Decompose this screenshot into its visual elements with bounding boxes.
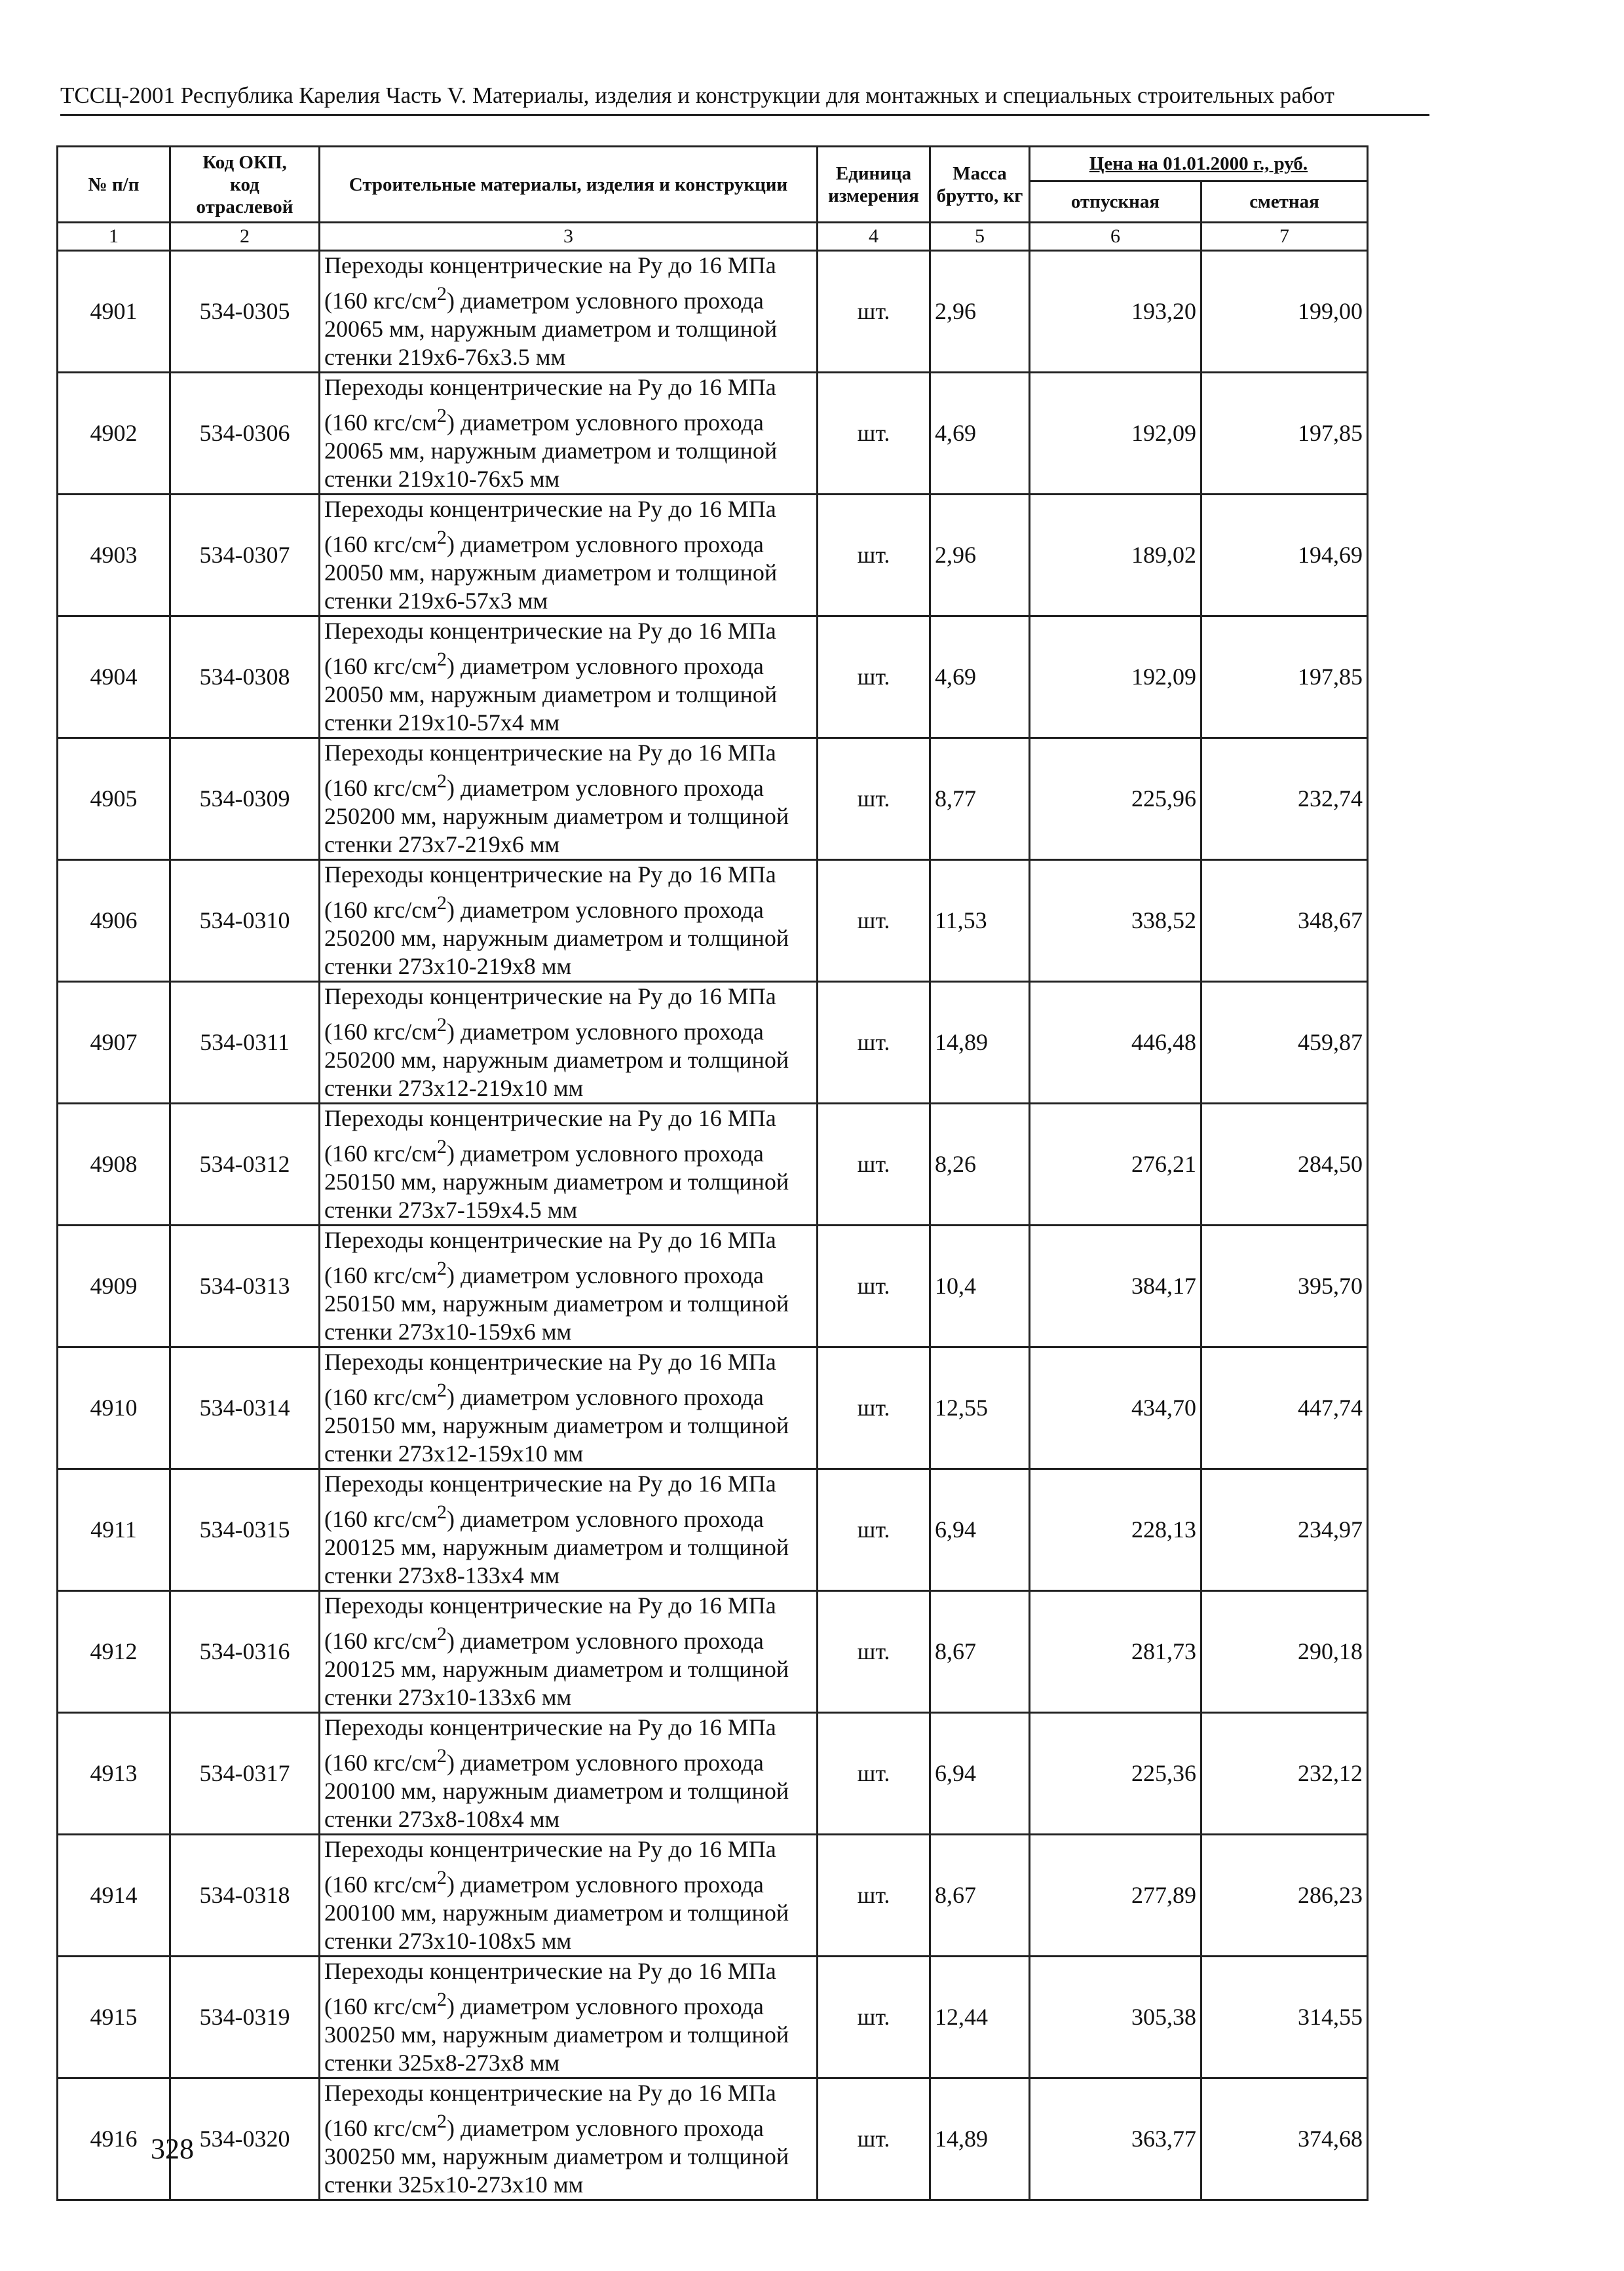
cell-price-smet: 197,85 [1201, 373, 1368, 495]
column-number: 3 [320, 223, 818, 251]
description-text: ) диаметром условного прохода 250150 мм, наружным диаметром и толщиной стенки 273х7-159х4.5 мм [324, 1140, 789, 1223]
table-row [58, 1835, 1368, 1957]
cell-price-otp: 363,77 [1030, 2078, 1201, 2200]
cell-num: 4912 [58, 1591, 170, 1713]
cell-num: 4911 [58, 1469, 170, 1591]
col-header-name: Строительные материалы, изделия и конструкции [320, 147, 818, 223]
cell-num: 4915 [58, 1957, 170, 2078]
cell-kod: 534-0313 [170, 1226, 320, 1347]
cell-price-smet: 199,00 [1201, 251, 1368, 373]
page-header [60, 79, 1429, 116]
table-row [58, 495, 1368, 616]
superscript: 2 [436, 1136, 447, 1157]
table-row [58, 738, 1368, 860]
cell-mass: 4,69 [930, 616, 1030, 738]
cell-price-otp: 276,21 [1030, 1104, 1201, 1226]
description-text: Переходы концентрические на Ру до 16 МПа (160 кгс/см [324, 2080, 776, 2141]
cell-num: 4910 [58, 1347, 170, 1469]
description-text: ) диаметром условного прохода 20065 мм, наружным диаметром и толщиной стенки 219х10-76х5 мм [324, 409, 778, 492]
cell-unit: шт. [818, 738, 930, 860]
cell-kod: 534-0319 [170, 1957, 320, 2078]
cell-num: 4913 [58, 1713, 170, 1835]
description-text: Переходы концентрические на Ру до 16 МПа (160 кгс/см [324, 1105, 776, 1167]
cell-price-otp: 192,09 [1030, 616, 1201, 738]
description-text: Переходы концентрические на Ру до 16 МПа (160 кгс/см [324, 496, 776, 557]
cell-mass: 4,69 [930, 373, 1030, 495]
superscript: 2 [436, 405, 447, 426]
cell-unit: шт. [818, 2078, 930, 2200]
cell-unit: шт. [818, 1469, 930, 1591]
cell-unit: шт. [818, 495, 930, 616]
description-text: ) диаметром условного прохода 20050 мм, наружным диаметром и толщиной стенки 219х6-57х3 мм [324, 531, 778, 614]
description-text: ) диаметром условного прохода 200100 мм, наружным диаметром и толщиной стенки 273х10-108х5 мм [324, 1871, 789, 1954]
superscript: 2 [436, 1258, 447, 1279]
cell-description [320, 1226, 818, 1347]
cell-price-smet: 194,69 [1201, 495, 1368, 616]
cell-mass: 11,53 [930, 860, 1030, 982]
description-text: Переходы концентрические на Ру до 16 МПа (160 кгс/см [324, 1592, 776, 1654]
column-number: 1 [58, 223, 170, 251]
cell-num: 4903 [58, 495, 170, 616]
cell-price-smet: 447,74 [1201, 1347, 1368, 1469]
cell-kod: 534-0306 [170, 373, 320, 495]
cell-mass: 12,44 [930, 1957, 1030, 2078]
cell-description [320, 616, 818, 738]
table-row [58, 1347, 1368, 1469]
cell-kod: 534-0312 [170, 1104, 320, 1226]
cell-price-otp: 225,36 [1030, 1713, 1201, 1835]
cell-price-smet: 197,85 [1201, 616, 1368, 738]
cell-kod: 534-0318 [170, 1835, 320, 1957]
cell-price-smet: 348,67 [1201, 860, 1368, 982]
cell-unit: шт. [818, 1226, 930, 1347]
description-text: Переходы концентрические на Ру до 16 МПа (160 кгс/см [324, 1227, 776, 1288]
cell-num: 4902 [58, 373, 170, 495]
col-header-unit [818, 147, 930, 223]
cell-description [320, 1835, 818, 1957]
superscript: 2 [436, 1379, 447, 1401]
cell-description [320, 1104, 818, 1226]
cell-price-smet: 286,23 [1201, 1835, 1368, 1957]
cell-description [320, 1713, 818, 1835]
superscript: 2 [436, 1867, 447, 1888]
cell-kod: 534-0308 [170, 616, 320, 738]
superscript: 2 [436, 648, 447, 670]
cell-mass: 14,89 [930, 2078, 1030, 2200]
table-row [58, 2078, 1368, 2200]
cell-price-otp: 193,20 [1030, 251, 1201, 373]
superscript: 2 [436, 1623, 447, 1645]
cell-num: 4901 [58, 251, 170, 373]
description-text: ) диаметром условного прохода 200125 мм, наружным диаметром и толщиной стенки 273х8-133х4 мм [324, 1506, 789, 1588]
cell-price-otp: 228,13 [1030, 1469, 1201, 1591]
cell-unit: шт. [818, 616, 930, 738]
description-text: ) диаметром условного прохода 20065 мм, наружным диаметром и толщиной стенки 219х6-76х3.5 мм [324, 288, 778, 370]
unit-header-line: Единица [835, 162, 912, 184]
mass-header-line: Масса [953, 162, 1007, 184]
cell-kod: 534-0309 [170, 738, 320, 860]
col-header-price-otp: отпускная [1030, 181, 1201, 223]
cell-description [320, 1591, 818, 1713]
column-number: 4 [818, 223, 930, 251]
description-text: Переходы концентрические на Ру до 16 МПа (160 кгс/см [324, 618, 776, 679]
kod-header-line: отраслевой [196, 196, 293, 217]
superscript: 2 [436, 1014, 447, 1036]
cell-unit: шт. [818, 1104, 930, 1226]
superscript: 2 [436, 770, 447, 792]
description-text: ) диаметром условного прохода 250200 мм, наружным диаметром и толщиной стенки 273х12-219х10 мм [324, 1019, 789, 1101]
cell-description [320, 1469, 818, 1591]
cell-unit: шт. [818, 1713, 930, 1835]
cell-num: 4907 [58, 982, 170, 1104]
cell-price-smet: 314,55 [1201, 1957, 1368, 2078]
col-header-num: № п/п [58, 147, 170, 223]
cell-kod: 534-0307 [170, 495, 320, 616]
description-text: Переходы концентрические на Ру до 16 МПа (160 кгс/см [324, 983, 776, 1045]
cell-price-otp: 281,73 [1030, 1591, 1201, 1713]
description-text: ) диаметром условного прохода 200125 мм, наружным диаметром и толщиной стенки 273х10-133х6 мм [324, 1628, 789, 1710]
superscript: 2 [436, 892, 447, 914]
column-number: 5 [930, 223, 1030, 251]
cell-mass: 12,55 [930, 1347, 1030, 1469]
cell-price-smet: 374,68 [1201, 2078, 1368, 2200]
cell-unit: шт. [818, 1957, 930, 2078]
cell-description [320, 1347, 818, 1469]
cell-description [320, 2078, 818, 2200]
page-number: 328 [151, 2133, 194, 2165]
kod-header-line: код [230, 174, 259, 195]
header-title: ТССЦ-2001 Республика Карелия Часть V. Материалы, изделия и конструкции для монтажных и специальных строительных работ [60, 83, 1334, 108]
col-header-mass [930, 147, 1030, 223]
cell-unit: шт. [818, 1835, 930, 1957]
table-header-row [58, 147, 1368, 181]
description-text: ) диаметром условного прохода 20050 мм, наружным диаметром и толщиной стенки 219х10-57х4 мм [324, 653, 778, 736]
cell-num: 4916 [58, 2078, 170, 2200]
cell-kod: 534-0315 [170, 1469, 320, 1591]
cell-unit: шт. [818, 982, 930, 1104]
description-text: ) диаметром условного прохода 250200 мм, наружным диаметром и толщиной стенки 273х10-219х8 мм [324, 897, 789, 979]
description-text: ) диаметром условного прохода 250150 мм, наружным диаметром и толщиной стенки 273х12-159х10 мм [324, 1384, 789, 1467]
cell-kod: 534-0310 [170, 860, 320, 982]
col-header-price-smet: сметная [1201, 181, 1368, 223]
cell-price-otp: 225,96 [1030, 738, 1201, 860]
table-row [58, 860, 1368, 982]
description-text: ) диаметром условного прохода 250150 мм, наружным диаметром и толщиной стенки 273х10-159х6 мм [324, 1262, 789, 1345]
cell-num: 4906 [58, 860, 170, 982]
cell-mass: 6,94 [930, 1713, 1030, 1835]
cell-mass: 8,26 [930, 1104, 1030, 1226]
cell-price-otp: 338,52 [1030, 860, 1201, 982]
cell-price-otp: 189,02 [1030, 495, 1201, 616]
table-row [58, 1226, 1368, 1347]
col-header-price-group: Цена на 01.01.2000 г., руб. [1030, 147, 1368, 181]
cell-kod: 534-0311 [170, 982, 320, 1104]
cell-unit: шт. [818, 251, 930, 373]
description-text: Переходы концентрические на Ру до 16 МПа (160 кгс/см [324, 1471, 776, 1532]
description-text: Переходы концентрические на Ру до 16 МПа (160 кгс/см [324, 1958, 776, 2019]
description-text: Переходы концентрические на Ру до 16 МПа (160 кгс/см [324, 1714, 776, 1776]
cell-mass: 8,77 [930, 738, 1030, 860]
cell-price-otp: 384,17 [1030, 1226, 1201, 1347]
cell-price-smet: 459,87 [1201, 982, 1368, 1104]
table-row [58, 982, 1368, 1104]
table-row [58, 1957, 1368, 2078]
cell-description [320, 495, 818, 616]
table-row [58, 1104, 1368, 1226]
table-row [58, 616, 1368, 738]
table-row [58, 373, 1368, 495]
kod-header-line: Код ОКП, [202, 151, 287, 173]
superscript: 2 [436, 283, 447, 305]
unit-header-line: измерения [828, 185, 919, 206]
cell-description [320, 860, 818, 982]
table-row [58, 1713, 1368, 1835]
cell-mass: 2,96 [930, 251, 1030, 373]
cell-price-smet: 234,97 [1201, 1469, 1368, 1591]
superscript: 2 [436, 527, 447, 548]
cell-unit: шт. [818, 1591, 930, 1713]
cell-unit: шт. [818, 373, 930, 495]
cell-price-otp: 192,09 [1030, 373, 1201, 495]
cell-num: 4905 [58, 738, 170, 860]
cell-kod: 534-0317 [170, 1713, 320, 1835]
column-number: 7 [1201, 223, 1368, 251]
cell-price-smet: 232,12 [1201, 1713, 1368, 1835]
cell-description [320, 251, 818, 373]
cell-price-smet: 395,70 [1201, 1226, 1368, 1347]
cell-mass: 14,89 [930, 982, 1030, 1104]
cell-mass: 2,96 [930, 495, 1030, 616]
cell-num: 4904 [58, 616, 170, 738]
materials-table [56, 145, 1369, 2201]
cell-unit: шт. [818, 1347, 930, 1469]
superscript: 2 [436, 2111, 447, 2132]
cell-description [320, 738, 818, 860]
description-text: Переходы концентрические на Ру до 16 МПа (160 кгс/см [324, 740, 776, 801]
cell-kod: 534-0305 [170, 251, 320, 373]
description-text: ) диаметром условного прохода 300250 мм, наружным диаметром и толщиной стенки 325х10-273х10 мм [324, 2115, 789, 2198]
cell-mass: 6,94 [930, 1469, 1030, 1591]
cell-price-otp: 434,70 [1030, 1347, 1201, 1469]
cell-mass: 10,4 [930, 1226, 1030, 1347]
description-text: Переходы концентрические на Ру до 16 МПа (160 кгс/см [324, 861, 776, 923]
description-text: ) диаметром условного прохода 200100 мм, наружным диаметром и толщиной стенки 273х8-108х4 мм [324, 1750, 789, 1832]
cell-kod: 534-0320 [170, 2078, 320, 2200]
mass-header-line: брутто, кг [936, 185, 1023, 206]
table-row [58, 251, 1368, 373]
table-row [58, 1469, 1368, 1591]
cell-price-otp: 277,89 [1030, 1835, 1201, 1957]
cell-kod: 534-0314 [170, 1347, 320, 1469]
description-text: ) диаметром условного прохода 300250 мм, наружным диаметром и толщиной стенки 325х8-273х8 мм [324, 1993, 789, 2076]
description-text: Переходы концентрические на Ру до 16 МПа (160 кгс/см [324, 374, 776, 436]
superscript: 2 [436, 1745, 447, 1767]
cell-price-smet: 232,74 [1201, 738, 1368, 860]
column-number-row [58, 223, 1368, 251]
cell-mass: 8,67 [930, 1835, 1030, 1957]
cell-description [320, 1957, 818, 2078]
description-text: Переходы концентрические на Ру до 16 МПа (160 кгс/см [324, 252, 776, 314]
cell-description [320, 373, 818, 495]
cell-description [320, 982, 818, 1104]
column-number: 6 [1030, 223, 1201, 251]
superscript: 2 [436, 1989, 447, 2010]
table-row [58, 1591, 1368, 1713]
cell-price-otp: 446,48 [1030, 982, 1201, 1104]
cell-num: 4908 [58, 1104, 170, 1226]
description-text: Переходы концентрические на Ру до 16 МПа (160 кгс/см [324, 1349, 776, 1410]
cell-num: 4909 [58, 1226, 170, 1347]
column-number: 2 [170, 223, 320, 251]
cell-price-smet: 290,18 [1201, 1591, 1368, 1713]
superscript: 2 [436, 1501, 447, 1523]
col-header-kod [170, 147, 320, 223]
cell-unit: шт. [818, 860, 930, 982]
cell-kod: 534-0316 [170, 1591, 320, 1713]
cell-mass: 8,67 [930, 1591, 1030, 1713]
description-text: ) диаметром условного прохода 250200 мм, наружным диаметром и толщиной стенки 273х7-219х6 мм [324, 775, 789, 857]
cell-price-smet: 284,50 [1201, 1104, 1368, 1226]
cell-num: 4914 [58, 1835, 170, 1957]
description-text: Переходы концентрические на Ру до 16 МПа (160 кгс/см [324, 1836, 776, 1898]
cell-price-otp: 305,38 [1030, 1957, 1201, 2078]
